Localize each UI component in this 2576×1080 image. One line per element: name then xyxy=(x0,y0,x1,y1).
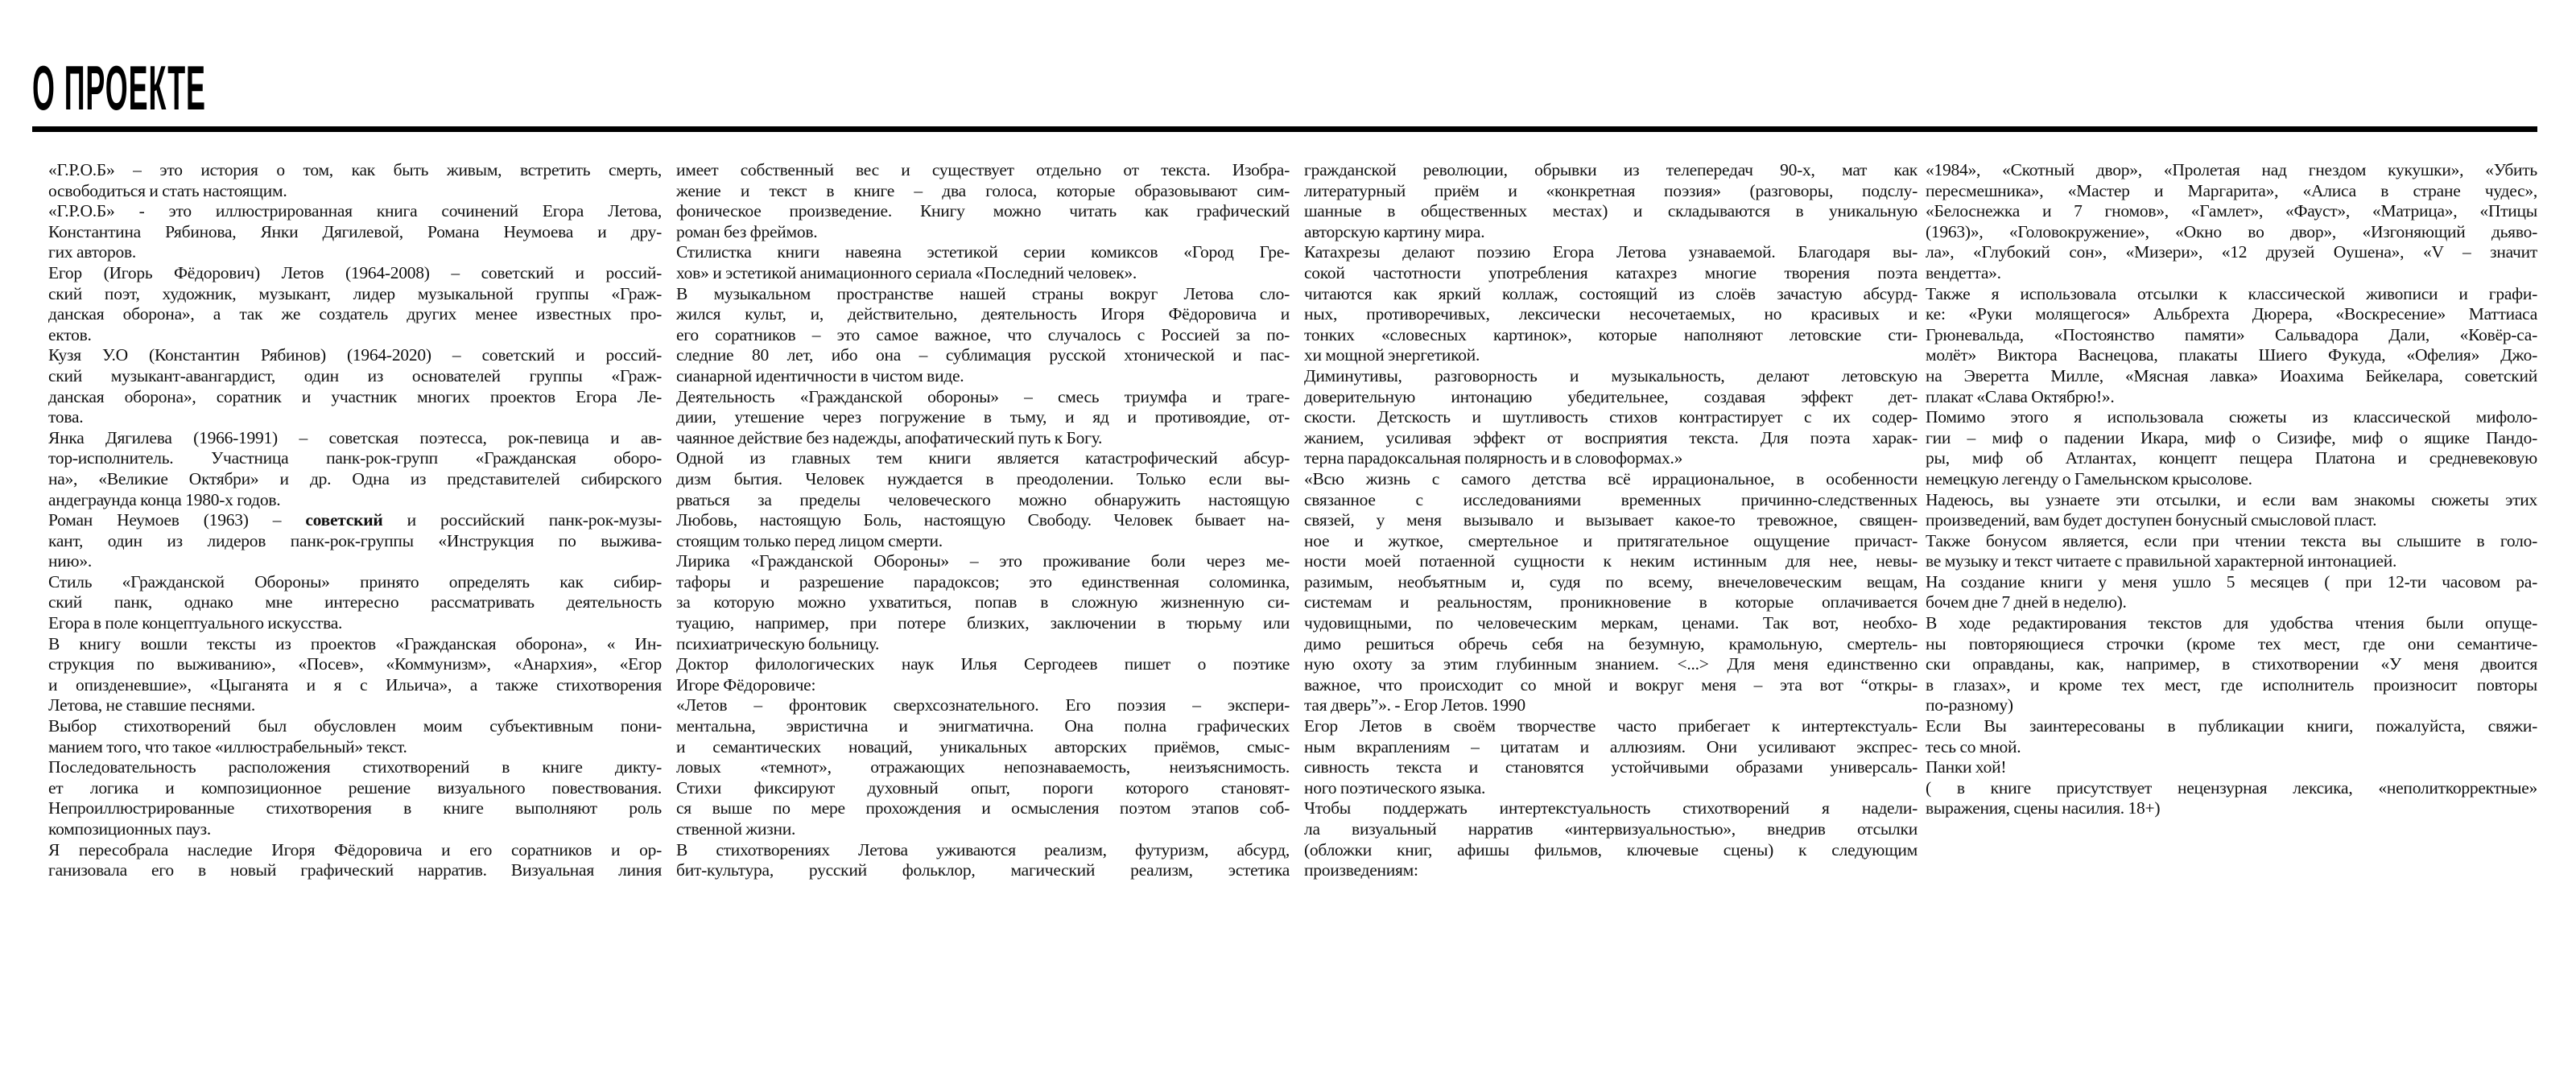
text-line: «Г.Р.О.Б» – это история о том, как быть живым, встретить смерть, xyxy=(48,160,662,179)
text-line: това. xyxy=(48,407,84,427)
text-line: Егор Летов в своём творчестве часто прибегает к интертекстуаль- xyxy=(1304,716,1918,736)
text-line: на Эверетта Милле, «Мясная лавка» Иоахима Бейкелара, советский xyxy=(1926,365,2537,385)
text-line: Чтобы поддержать интертекстуальность стихотворений я надели- xyxy=(1304,798,1918,818)
page-title-text: О ПРОЕКТЕ xyxy=(32,52,206,123)
text-line: ганизовала его в новый графический нарратив. Визуальная линия xyxy=(48,860,662,880)
text-line: рваться за пределы человеческого можно обнаружить настоящую xyxy=(676,489,1290,509)
text-line: данская оборона», а так же создатель других менее известных про- xyxy=(48,304,662,324)
text-line: ны повторяющиеся строчки (кроме тех мест, где они семантиче- xyxy=(1926,633,2537,653)
text-line: тор-исполнитель. Участница панк-рок-групп «Гражданская оборо- xyxy=(48,448,662,468)
text-line: скости. Детскость и шутливость стихов контрастирует с их содер- xyxy=(1304,407,1918,427)
text-line: сивность текста и становятся устойчивыми образами универсаль- xyxy=(1304,757,1918,777)
text-line: ности моей потаенной сущности к неким истинным для нее, невы- xyxy=(1304,551,1918,571)
text-line: связанное с исследованиями временных причинно-следственных xyxy=(1304,489,1918,509)
text-line: ектов. xyxy=(48,324,92,344)
title-divider xyxy=(32,126,2537,132)
text-line: Кузя У.О (Константин Рябинов) (1964-2020) – советский и россий- xyxy=(48,345,662,365)
text-line: гих авторов. xyxy=(48,242,136,262)
text-line: Также бонусом является, если при чтении текста вы слышите в голо- xyxy=(1926,530,2537,550)
text-line: имеет собственный вес и существует отдельно от текста. Изобра- xyxy=(676,160,1290,179)
text-line: ры, миф об Атлантах, концепт пещера Платона и средневековую xyxy=(1926,448,2537,468)
text-line: шанные в общественных местах) и складываются в уникальную xyxy=(1304,201,1918,221)
text-line: Лирика «Гражданской Обороны» – это проживание боли через ме- xyxy=(676,551,1290,571)
text-line: «Г.Р.О.Б» - это иллюстрированная книга сочинений Егора Летова, xyxy=(48,201,662,221)
text-line: Янка Дягилева (1966-1991) – советская поэтесса, рок-певица и ав- xyxy=(48,427,662,447)
text-line: молёт» Виктора Васнецова, плакаты Шиего Фукуда, «Офелия» Джо- xyxy=(1926,345,2537,365)
text-line: Если Вы заинтересованы в публикации книги, пожалуйста, свяжи- xyxy=(1926,716,2537,736)
text-line: андеграунда конца 1980-х годов. xyxy=(48,489,281,509)
text-line: психиатрическую больницу. xyxy=(676,633,880,653)
text-line: читаются как яркий коллаж, состоящий из слоёв зачастую абсурд- xyxy=(1304,283,1918,303)
text-line: Игоре Фёдоровиче: xyxy=(676,674,816,695)
text-line: сокой частотности употребления катахрез многие творения поэта xyxy=(1304,262,1918,282)
text-line: литературный приём и «конкретная поэзия» (разговоры, подслу- xyxy=(1304,180,1918,200)
text-line: ных, противоречивых, лексически несочетаемых, но красивых и xyxy=(1304,304,1918,324)
text-line: дизм бытия. Человек нуждается в преодолении. Только если вы- xyxy=(676,468,1290,488)
text-line: Панки хой! xyxy=(1926,757,2007,777)
text-line: ке: «Руки молящегося» Альбрехта Дюрера, «Воскресение» Маттиаса xyxy=(1926,304,2537,324)
text-line: тонких «словесных картинок», которые наполняют летовские сти- xyxy=(1304,324,1918,344)
text-line: ( в книге присутствует нецензурная лексика, «неполиткорректные» xyxy=(1926,777,2537,798)
text-line: по-разному) xyxy=(1926,695,2013,715)
text-line: бит-культура, русский фольклор, магический реализм, эстетика xyxy=(676,860,1290,880)
text-line: димо решиться обречь себя на безумную, крамольную, смертель- xyxy=(1304,633,1918,653)
text-line: гии – миф о падении Икара, миф о Сизифе, миф о ящике Пандо- xyxy=(1926,427,2537,447)
text-line: ский панк, однако мне интересно рассматривать деятельность xyxy=(48,592,662,612)
text-line: ла визуальный нарратив «интервизуальностью», внедрив отсылки xyxy=(1304,819,1918,839)
text-line: жился культ, и, действительно, деятельность Игоря Фёдоровича и xyxy=(676,304,1290,324)
text-line: тая дверь”». - Егор Летов. 1990 xyxy=(1304,695,1525,715)
text-line: ного поэтического языка. xyxy=(1304,777,1486,798)
text-line: чаянное действие без надежды, апофатический путь к Богу. xyxy=(676,427,1103,447)
text-line: ский поэт, художник, музыкант, лидер музыкальной группы «Граж- xyxy=(48,283,662,303)
text-column-1 xyxy=(48,160,662,881)
text-column-3 xyxy=(1304,160,1918,881)
text-line: тафоры и разрешение парадоксов; это единственная соломинка, xyxy=(676,571,1290,592)
page-title xyxy=(32,50,410,122)
text-line: разимым, необъятным и, судя по всему, внечеловеческим вещам, xyxy=(1304,571,1918,592)
text-line: бочем дне 7 дней в неделю). xyxy=(1926,592,2127,612)
text-line: ную охоту за этим глубинным знанием. <...> Для меня единственно xyxy=(1304,654,1918,674)
text-line: манием того, что такое «иллюстрабельный» текст. xyxy=(48,736,407,756)
text-line: в глазах», и кроме тех мест, где исполнитель произносит повторы xyxy=(1926,674,2537,695)
text-line: данская оборона», соратник и участник многих проектов Егора Ле- xyxy=(48,386,662,406)
text-line: На создание книги у меня ушло 5 месяцев ( при 12-ти часовом ра- xyxy=(1926,571,2537,592)
text-line: вендетта». xyxy=(1926,262,2001,282)
text-line: Летова, не ставшие песнями. xyxy=(48,695,256,715)
text-line: произведениям: xyxy=(1304,860,1418,880)
text-line: Деятельность «Гражданской обороны» – смесь триумфа и траге- xyxy=(676,386,1290,406)
text-line: жанием, усиливая эффект от восприятия текста. Для поэта харак- xyxy=(1304,427,1918,447)
text-line: Одной из главных тем книги является катастрофический абсур- xyxy=(676,448,1290,468)
text-line: Выбор стихотворений был обусловлен моим субъективным пони- xyxy=(48,716,662,736)
text-line: чудовищными, по человеческим меркам, ценами. Так вот, необхо- xyxy=(1304,613,1918,633)
text-line: Также я использовала отсылки к классической живописи и графи- xyxy=(1926,283,2537,303)
text-line: В книгу вошли тексты из проектов «Гражданская оборона», « Ин- xyxy=(48,633,662,653)
text-line: жение и текст в книге – два голоса, которые образовывают сим- xyxy=(676,180,1290,200)
text-line: доверительную интонацию убедительнее, создавая эффект дет- xyxy=(1304,386,1918,406)
text-line: Доктор филологических наук Илья Сергодеев пишет о поэтике xyxy=(676,654,1290,674)
text-line: «Всю жизнь с самого детства всё иррациональное, в особенности xyxy=(1304,468,1918,488)
text-line: немецкую легенду о Гамельнском крысолове. xyxy=(1926,468,2252,488)
text-line: выражения, сцены насилия. 18+) xyxy=(1926,798,2161,818)
text-line: ментальна, эвристична и энигматична. Она полна графических xyxy=(676,716,1290,736)
text-line: кант, один из лидеров панк-рок-группы «Инструкция по выжива- xyxy=(48,530,662,550)
text-line: произведений, вам будет доступен бонусный смысловой пласт. xyxy=(1926,510,2377,530)
text-line: Диминутивы, разговорность и музыкальность, делают летовскую xyxy=(1304,365,1918,385)
text-line: Стилистка книги навеяна эстетикой серии комиксов «Город Гре- xyxy=(676,242,1290,262)
text-line: ное и жуткое, смертельное и притягательное ощущение причаст- xyxy=(1304,530,1918,550)
text-line: (обложки книг, афишы фильмов, ключевые сцены) к следующим xyxy=(1304,839,1918,859)
text-line: ным вкраплениям – цитатам и аллюзиям. Они усиливают экспрес- xyxy=(1304,736,1918,756)
text-line: авторскую картину мира. xyxy=(1304,221,1485,241)
text-line: фоническое произведение. Книгу можно читать как графический xyxy=(676,201,1290,221)
text-line: В стихотворениях Летова уживаются реализм, футуризм, абсурд, xyxy=(676,839,1290,859)
text-line: композиционных пауз. xyxy=(48,819,211,839)
text-line: на», «Великие Октябри» и др. Одна из представителей сибирского xyxy=(48,468,662,488)
text-line: нию». xyxy=(48,551,92,571)
text-line: сианарной идентичности в чистом виде. xyxy=(676,365,964,385)
bold-text: советский xyxy=(305,510,383,530)
text-line: связей, у меня вызывало и вызывает какое-то тревожное, священ- xyxy=(1304,510,1918,530)
text-line: за которую можно ухватиться, попав в сложную жизненную си- xyxy=(676,592,1290,612)
text-line: системам и реальностям, проникновение в которые оплачивается xyxy=(1304,592,1918,612)
text-line: Стихи фиксируют духовный опыт, пороги которого становят- xyxy=(676,777,1290,798)
text-line: плакат «Слава Октябрю!». xyxy=(1926,386,2115,406)
text-line: важное, что происходит со мной и вокруг меня – эта вот “откры- xyxy=(1304,674,1918,695)
text-column-2 xyxy=(676,160,1290,881)
text-line: ла», «Глубокий сон», «Мизери», «12 друзей Оушена», «V – значит xyxy=(1926,242,2537,262)
text-line: тесь со мной. xyxy=(1926,736,2021,756)
text-column-4 xyxy=(1926,160,2537,819)
text-line: Последовательность расположения стихотворений в книге дикту- xyxy=(48,757,662,777)
text-line: роман без фреймов. xyxy=(676,221,818,241)
text-line: терна парадоксальная полярность и в словоформах.» xyxy=(1304,448,1683,468)
text-line: Стиль «Гражданской Обороны» принято определять как сибир- xyxy=(48,571,662,592)
text-line: Непроиллюстрированные стихотворения в книге выполняют роль xyxy=(48,798,662,818)
text-line: и опизденевшие», «Цыганята и я с Ильича», а также стихотворения xyxy=(48,674,662,695)
article-body xyxy=(48,160,2537,973)
text-line: освободиться и стать настоящим. xyxy=(48,180,287,200)
text-line: Грюневальда, «Постоянство памяти» Сальвадора Дали, «Ковёр-са- xyxy=(1926,324,2537,344)
text-line: «Летов – фронтовик сверхсознательного. Его поэзия – экспери- xyxy=(676,695,1290,715)
text-line: стоящим только перед лицом смерти. xyxy=(676,530,943,550)
text-line: Егора в поле концептуального искусства. xyxy=(48,613,343,633)
text-line: В музыкальном пространстве нашей страны вокруг Летова сло- xyxy=(676,283,1290,303)
text-line: диии, утешение через погружение в тьму, и яд и противоядие, от- xyxy=(676,407,1290,427)
text-line: ве музыку и текст читаете с правильной характерной интонацией. xyxy=(1926,551,2397,571)
text-line: ет логика и композиционное решение визуального повествования. xyxy=(48,777,662,798)
text-line: гражданской революции, обрывки из телепередач 90-х, мат как xyxy=(1304,160,1918,179)
text-line: и семантических новаций, уникальных авторских приёмов, смыс- xyxy=(676,736,1290,756)
text-line: ся выше по мере прохождения и осмысления поэтом этапов соб- xyxy=(676,798,1290,818)
text-line: Любовь, настоящую Боль, настоящую Свободу. Человек бывает на- xyxy=(676,510,1290,530)
text-line: ственной жизни. xyxy=(676,819,796,839)
text-line: ский музыкант-авангардист, один из основателей группы «Граж- xyxy=(48,365,662,385)
text-line: Я пересобрала наследие Игоря Фёдоровича и его соратников и ор- xyxy=(48,839,662,859)
text-line: В ходе редактирования текстов для удобства чтения были опуще- xyxy=(1926,613,2537,633)
text-line: следние 80 лет, ибо она – сублимация русской хтонической и пас- xyxy=(676,345,1290,365)
text-line: ловых «темнот», отражающих непознаваемость, неизъяснимость. xyxy=(676,757,1290,777)
text-line: Помимо этого я использовала сюжеты из классической мифоло- xyxy=(1926,407,2537,427)
text-line: струкция по выживанию», «Посев», «Коммунизм», «Анархия», «Егор xyxy=(48,654,662,674)
text-line: Константина Рябинова, Янки Дягилевой, Романа Неумоева и дру- xyxy=(48,221,662,241)
text-line: Катахрезы делают поэзию Егора Летова узнаваемой. Благодаря вы- xyxy=(1304,242,1918,262)
text-line: пересмешника», «Мастер и Маргарита», «Алиса в стране чудес», xyxy=(1926,180,2537,200)
text-line: хов» и эстетикой анимационного сериала «Последний человек». xyxy=(676,262,1137,282)
text-line: «1984», «Скотный двор», «Пролетая над гнездом кукушки», «Убить xyxy=(1926,160,2537,179)
text-line: ски оправданы, как, например, в стихотворении «У меня двоится xyxy=(1926,654,2537,674)
text-line: Егор (Игорь Фёдорович) Летов (1964-2008) – советский и россий- xyxy=(48,262,662,282)
text-line: «Белоснежка и 7 гномов», «Гамлет», «Фауст», «Матрица», «Птицы xyxy=(1926,201,2537,221)
text-line: Роман Неумоев (1963) – советский и российский панк-рок-музы- xyxy=(48,510,662,530)
text-line: хи мощной энергетикой. xyxy=(1304,345,1480,365)
text-line: Надеюсь, вы узнаете эти отсылки, и если вам знакомы сюжеты этих xyxy=(1926,489,2537,509)
text-line: туацию, например, при потере близких, заключении в тюрьму или xyxy=(676,613,1290,633)
text-line: (1963)», «Головокружение», «Окно во двор», «Изгоняющий дьяво- xyxy=(1926,221,2537,241)
text-line: его соратников – это самое важное, что случалось с Россией за по- xyxy=(676,324,1290,344)
